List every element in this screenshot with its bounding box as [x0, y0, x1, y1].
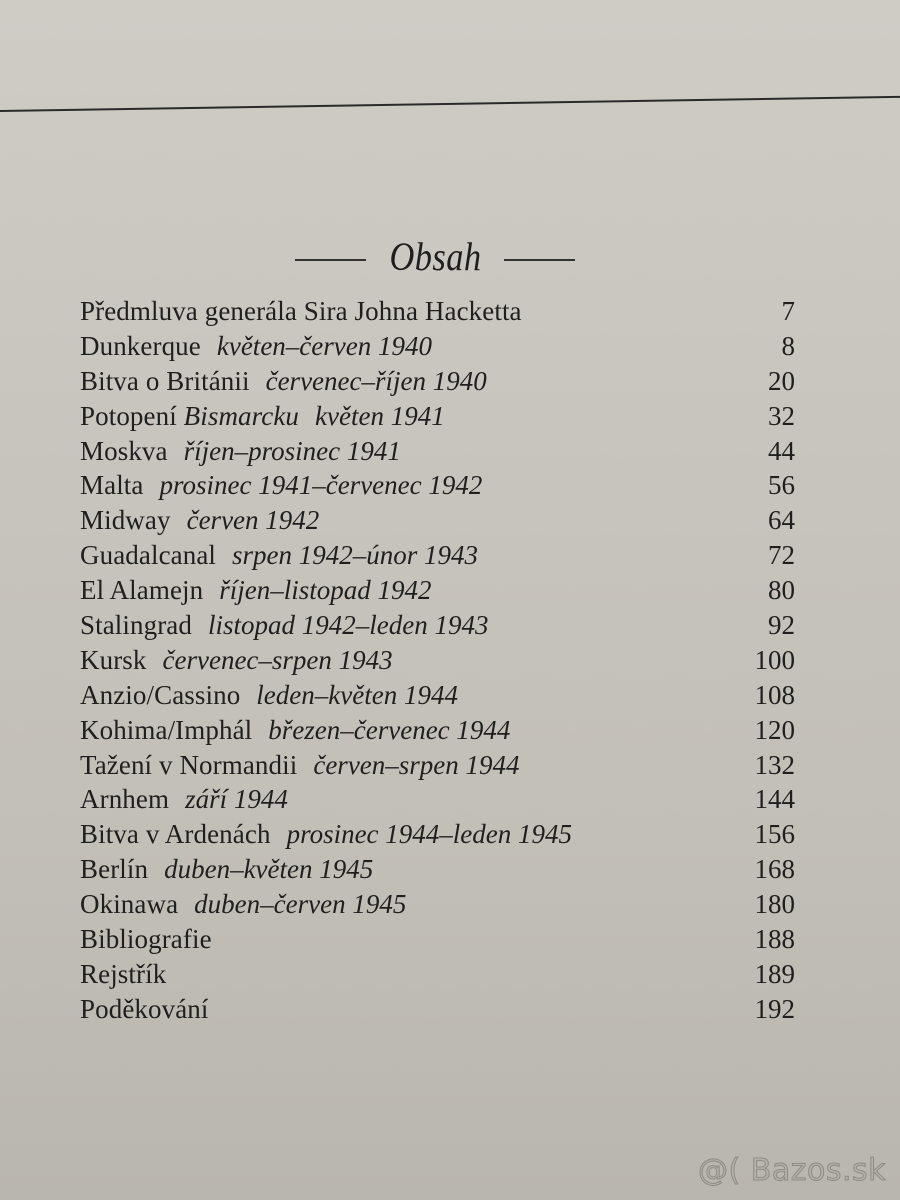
toc-entry-title: Bibliografie	[80, 924, 212, 955]
toc-entry-page-number: 188	[754, 924, 795, 955]
toc-entry-date: listopad 1942–leden 1943	[207, 610, 489, 641]
toc-entry	[80, 680, 795, 715]
toc-entry-text	[80, 505, 715, 536]
toc-entry-text	[80, 819, 715, 850]
toc-entry-date: duben–červen 1945	[194, 889, 407, 920]
toc-entry-text	[80, 994, 715, 1025]
toc-entry-page-number: 7	[781, 296, 795, 326]
toc-entry-title: Poděkování	[80, 993, 209, 1024]
toc-entry	[80, 819, 795, 854]
toc-entry-title: Potopení	[80, 400, 184, 431]
toc-entry-page-number: 120	[754, 714, 795, 745]
toc-entry	[80, 296, 795, 331]
toc-entry-text	[80, 401, 715, 432]
toc-entry-text	[80, 889, 715, 920]
toc-entry-page-number: 64	[768, 505, 795, 536]
page-title: Obsah	[389, 233, 481, 279]
toc-entry-text	[80, 784, 715, 815]
watermark: @( Bazos.sk	[698, 1153, 886, 1188]
toc-entry-page-number: 92	[768, 610, 795, 641]
toc-entry-page-number: 32	[768, 400, 795, 431]
toc-entry	[80, 645, 795, 680]
toc-entry-text	[80, 540, 715, 571]
toc-entry-title: Předmluva generála Sira Johna Hacketta	[80, 296, 522, 326]
toc-entry-page-number: 100	[754, 644, 795, 675]
toc-entry-date: srpen 1942–únor 1943	[232, 540, 479, 571]
toc-entry-text	[80, 645, 715, 676]
toc-entry	[80, 436, 795, 471]
toc-entry-date: květen 1941	[315, 400, 445, 431]
toc-entry-page-number: 180	[754, 889, 795, 920]
toc-entry-date: leden–květen 1944	[256, 679, 458, 710]
toc-entry	[80, 610, 795, 645]
toc-entry-title: Guadalcanal	[80, 540, 217, 571]
toc-entry	[80, 959, 795, 994]
toc-entry-title: Bitva v Ardenách	[80, 819, 271, 850]
toc-entry	[80, 784, 795, 819]
toc-entry-date: prosinec 1941–červenec 1942	[159, 470, 483, 501]
toc-entry-text	[80, 750, 715, 781]
toc-entry-date: září 1944	[185, 784, 288, 815]
toc-entry	[80, 505, 795, 540]
toc-entry	[80, 401, 795, 436]
toc-entry-text	[80, 924, 715, 955]
toc-entry-title-italic: Bismarcku	[183, 400, 300, 431]
toc-entry-text	[80, 854, 715, 885]
heading-rule-right	[504, 259, 575, 261]
toc-entry-title: Tažení v Normandii	[80, 749, 298, 780]
toc-entry-text	[80, 296, 715, 327]
toc-entry-title: Anzio/Cassino	[80, 679, 241, 710]
toc-entry-page-number: 72	[768, 540, 795, 571]
toc-entry-page-number: 189	[754, 958, 795, 989]
toc-entry-date: říjen–prosinec 1941	[183, 435, 401, 466]
toc-entry-page-number: 20	[768, 365, 795, 396]
toc-entry-text	[80, 575, 715, 606]
toc-entry-date: říjen–listopad 1942	[219, 575, 432, 606]
toc-entry-page-number: 144	[754, 784, 795, 815]
toc-entry-date: červen–srpen 1944	[313, 749, 520, 780]
contents-heading	[295, 228, 575, 284]
toc-entry	[80, 854, 795, 889]
toc-entry-text	[80, 959, 715, 990]
toc-entry-page-number: 80	[768, 575, 795, 606]
toc-entry-title: Kohima/Imphál	[80, 714, 253, 745]
toc-entry	[80, 715, 795, 750]
toc-entry-page-number: 192	[754, 993, 795, 1024]
heading-rule-left	[295, 259, 366, 261]
toc-entry-title: Dunkerque	[80, 330, 201, 361]
toc-entry-page-number: 8	[781, 330, 795, 361]
toc-entry-title: Kursk	[80, 644, 147, 675]
toc-entry-page-number: 56	[768, 470, 795, 501]
toc-entry-title: Moskva	[80, 435, 168, 466]
toc-entry	[80, 994, 795, 1029]
toc-entry-date: květen–červen 1940	[216, 330, 432, 361]
toc-entry-text	[80, 366, 715, 397]
table-of-contents	[80, 296, 795, 1029]
toc-entry-text	[80, 470, 715, 501]
toc-entry	[80, 924, 795, 959]
toc-entry-text	[80, 331, 715, 362]
toc-entry-title: Malta	[80, 470, 144, 501]
toc-entry-date: červen 1942	[186, 505, 320, 536]
toc-entry-title: El Alamejn	[80, 575, 204, 606]
toc-entry-title: Midway	[80, 505, 171, 536]
toc-entry-date: červenec–srpen 1943	[162, 644, 393, 675]
toc-entry-text	[80, 610, 715, 641]
toc-entry-title: Bitva o Británii	[80, 365, 250, 396]
toc-entry-title: Arnhem	[80, 784, 170, 815]
toc-entry	[80, 750, 795, 785]
toc-entry	[80, 366, 795, 401]
toc-entry	[80, 575, 795, 610]
toc-entry-page-number: 132	[754, 749, 795, 780]
toc-entry-title: Stalingrad	[80, 610, 192, 641]
toc-entry-text	[80, 715, 715, 746]
toc-entry-text	[80, 436, 715, 467]
toc-entry-page-number: 156	[754, 819, 795, 850]
toc-entry-page-number: 168	[754, 854, 795, 885]
toc-entry-text	[80, 680, 715, 711]
toc-entry-page-number: 108	[754, 679, 795, 710]
toc-entry	[80, 540, 795, 575]
toc-entry-date: duben–květen 1945	[164, 854, 374, 885]
toc-entry-date: prosinec 1944–leden 1945	[286, 819, 573, 850]
toc-entry-title: Okinawa	[80, 889, 179, 920]
toc-entry-date: červenec–říjen 1940	[265, 365, 487, 396]
toc-entry	[80, 331, 795, 366]
toc-entry-title: Rejstřík	[80, 958, 167, 989]
toc-entry	[80, 470, 795, 505]
toc-entry	[80, 889, 795, 924]
toc-entry-date: březen–červenec 1944	[268, 714, 511, 745]
toc-entry-page-number: 44	[768, 435, 795, 466]
toc-entry-title: Berlín	[80, 854, 149, 885]
